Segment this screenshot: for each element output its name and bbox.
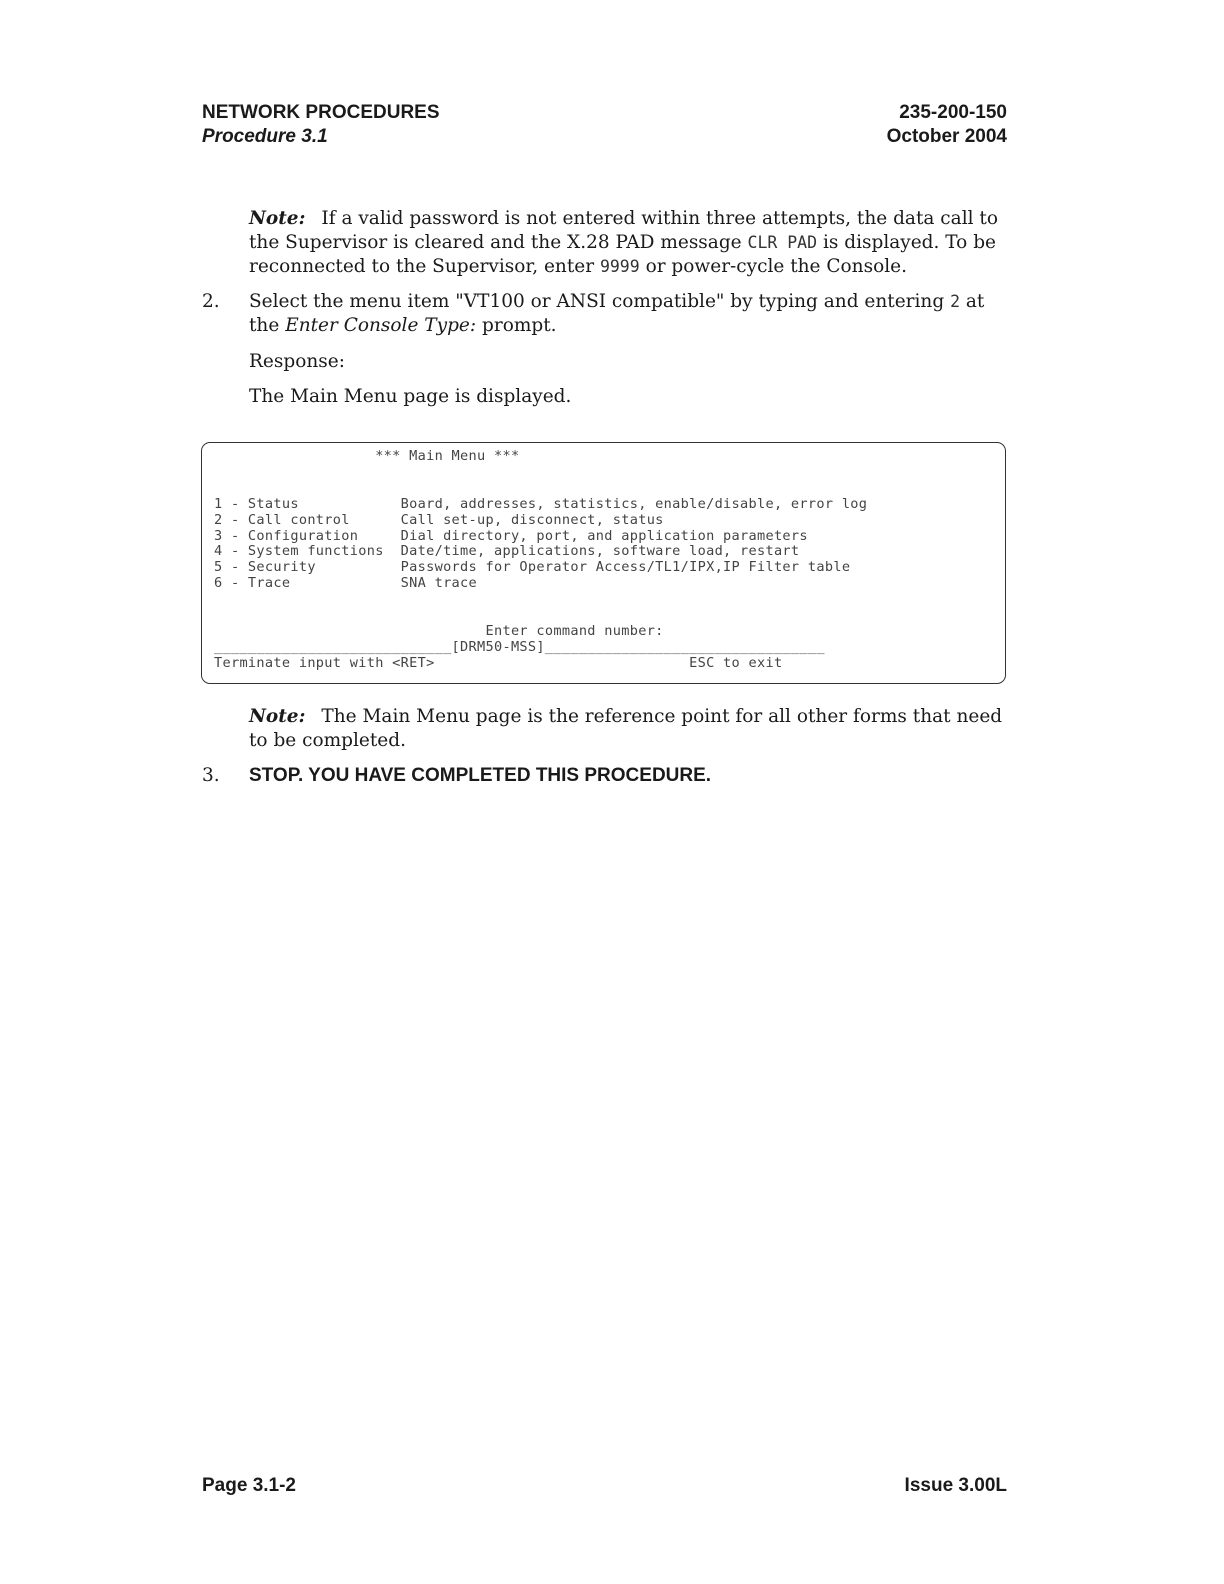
terminal-screen-main-menu (201, 442, 1006, 684)
note-code-clr-pad: CLR PAD (747, 233, 818, 252)
step-number: 3. (202, 765, 220, 786)
response-text: The Main Menu page is displayed. (249, 386, 572, 407)
stop-instruction: STOP. YOU HAVE COMPLETED THIS PROCEDURE. (249, 765, 712, 786)
section-title: NETWORK PROCEDURES (202, 102, 440, 123)
note-text-c: or power-cycle the Console. (639, 256, 907, 277)
step-2 (202, 290, 1010, 338)
note-password-attempts (249, 207, 1009, 279)
step-content (249, 764, 1010, 788)
note-label: Note: (249, 208, 306, 229)
procedure-label: Procedure 3.1 (202, 126, 328, 147)
doc-number: 235-200-150 (899, 102, 1007, 123)
step-3 (202, 764, 1010, 788)
step-content (249, 290, 1010, 338)
header-left (202, 101, 440, 149)
note-label: Note: (249, 706, 306, 727)
step-number: 2. (202, 291, 220, 312)
note-code-9999: 9999 (599, 257, 640, 276)
page-number: Page 3.1-2 (202, 1475, 296, 1496)
step-text-b: at the (249, 291, 985, 336)
step-prompt: Enter Console Type: (285, 315, 477, 336)
note-main-menu-reference (249, 705, 1009, 753)
note-text-b: is displayed. To be reconnected to the Supervisor, enter (249, 232, 996, 277)
step-text-a: Select the menu item "VT100 or ANSI compatible" by typing and entering (249, 291, 951, 312)
note-text: The Main Menu page is the reference point for all other forms that need to be completed. (249, 706, 1003, 751)
response-label: Response: (249, 351, 345, 372)
header-right (887, 101, 1007, 149)
note-text-a: If a valid password is not entered within three attempts, the data call to the Supervisor is cleared and the X.28 PAD message (249, 208, 998, 253)
issue-number: Issue 3.00L (904, 1475, 1007, 1496)
step-code: 2 (950, 292, 961, 311)
terminal-screen-text: *** Main Menu *** 1 - Status Board, addresses, statistics, enable/disable, error log 2 - Call control Call set-up, disconnect, status 3 - Configuration Dial directory, port, and application parameters 4 - System functions Date/time, applications, software load, restart 5 - Security Passwords for Operator Access/TL1/IPX,IP Filter table 6 - Trace SNA trace Enter command number: ____________________________[DRM50-MSS]_________________________________ Terminate input with <RET> ESC to exit (214, 448, 868, 671)
step-text-c: prompt. (476, 315, 557, 336)
doc-date: October 2004 (886, 126, 1007, 147)
